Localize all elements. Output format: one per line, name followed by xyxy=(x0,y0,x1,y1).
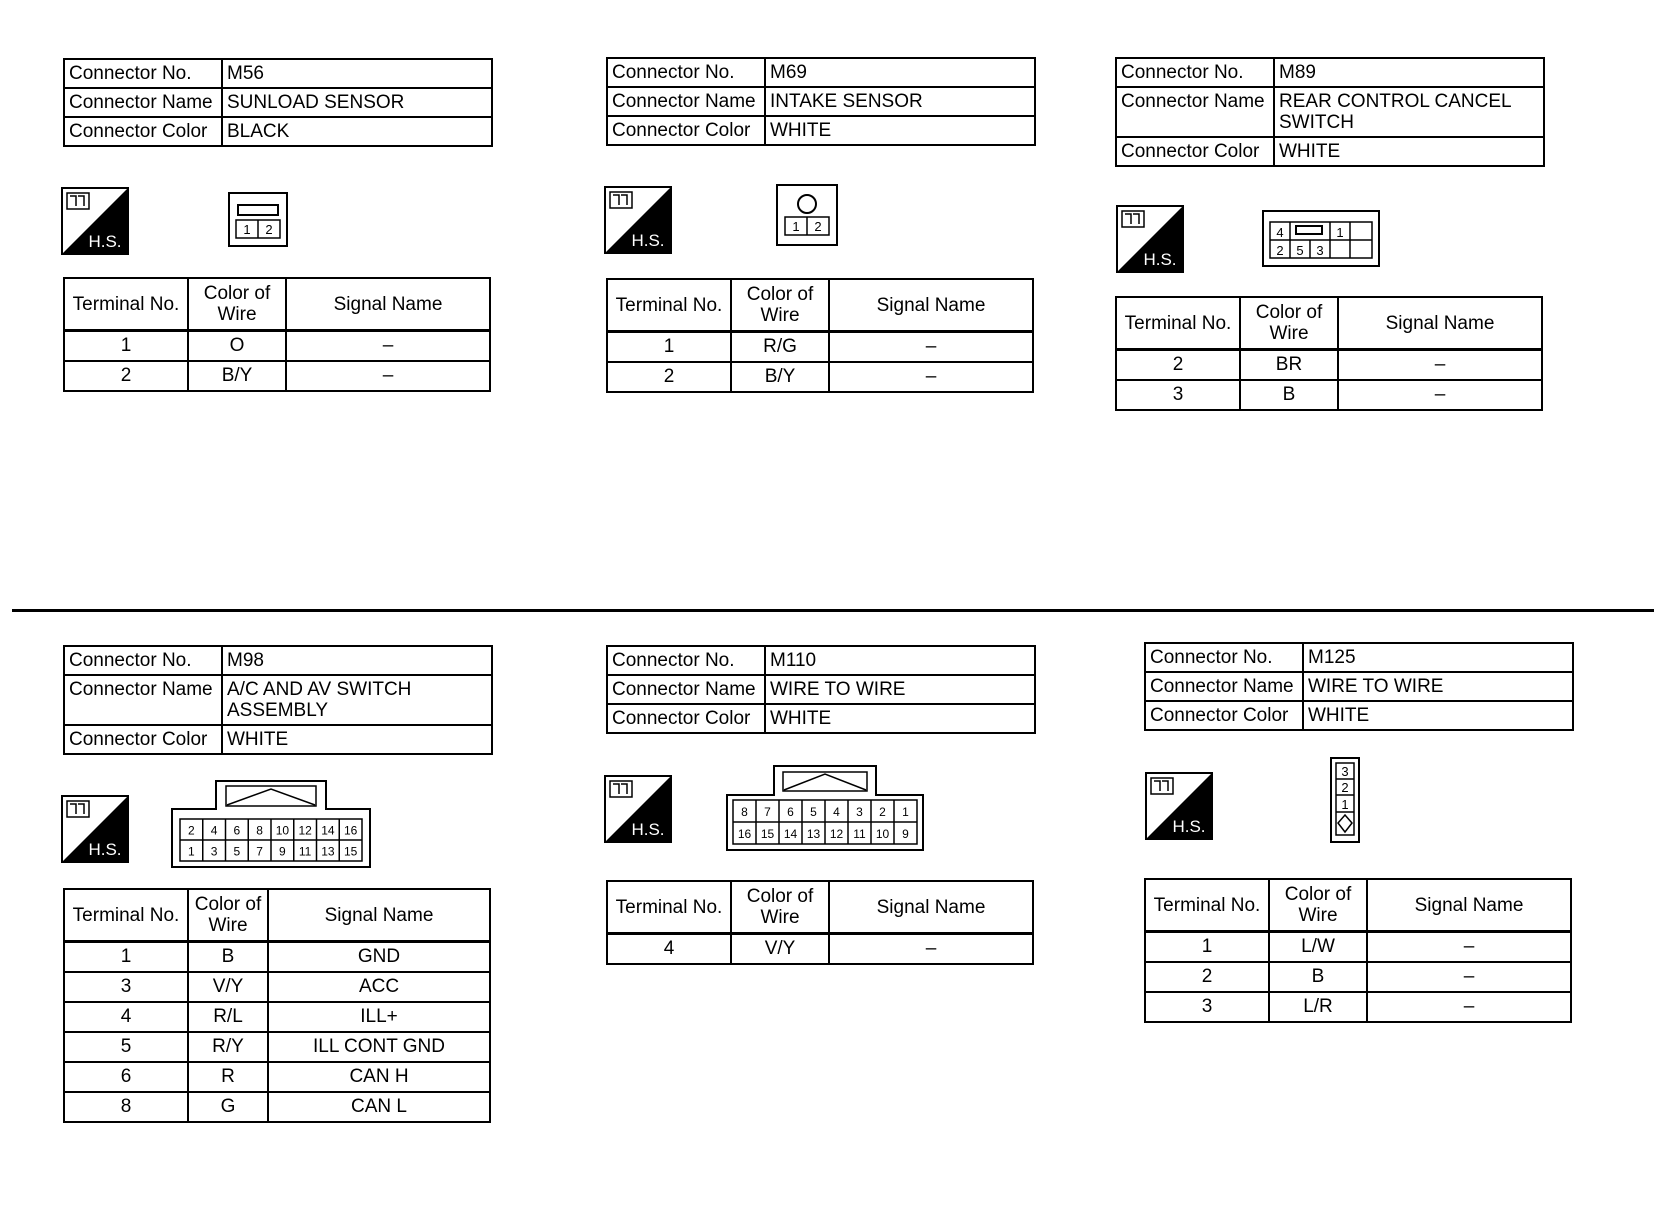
table-row xyxy=(64,1002,490,1032)
header-signal-name: Signal Name xyxy=(829,881,1033,934)
label-connector-name: Connector Name xyxy=(64,88,222,117)
connector-name-value: SUNLOAD SENSOR xyxy=(222,88,492,117)
table-row xyxy=(1145,992,1571,1022)
pin-label: 1 xyxy=(243,222,251,237)
wire-color-cell: G xyxy=(188,1092,268,1122)
label-connector-name: Connector Name xyxy=(1145,672,1303,701)
table-row xyxy=(64,331,490,362)
connector-color-value: BLACK xyxy=(222,117,492,146)
connector-name-value: A/C AND AV SWITCH ASSEMBLY xyxy=(222,675,492,725)
connector-m69-info xyxy=(606,57,1036,146)
signal-cell: CAN H xyxy=(268,1062,490,1092)
connector-name-value: WIRE TO WIRE xyxy=(1303,672,1573,701)
label-connector-no: Connector No. xyxy=(64,59,222,88)
signal-cell: – xyxy=(1367,962,1571,992)
terminal-cell: 2 xyxy=(1116,350,1240,381)
pin-label: 8 xyxy=(741,805,748,819)
pin-label: 2 xyxy=(814,219,822,234)
pin-label: 2 xyxy=(1341,780,1349,795)
pin-label: 7 xyxy=(256,844,263,859)
connector-no-value: M89 xyxy=(1274,58,1544,87)
terminal-table-m69 xyxy=(606,278,1034,393)
terminal-cell: 2 xyxy=(64,361,188,391)
label-connector-name: Connector Name xyxy=(607,675,765,704)
wire-color-cell: R/G xyxy=(731,332,829,363)
connector-no-value: M125 xyxy=(1303,643,1573,672)
connector-face-m56 xyxy=(228,192,288,247)
connector-color-value: WHITE xyxy=(765,704,1035,733)
terminal-cell: 3 xyxy=(1145,992,1269,1022)
header-terminal-no: Terminal No. xyxy=(64,278,188,331)
header-terminal-no: Terminal No. xyxy=(64,889,188,942)
header-color-of-wire: Color of Wire xyxy=(188,278,286,331)
harness-side-icon xyxy=(61,187,129,255)
wire-color-cell: B/Y xyxy=(188,361,286,391)
pin-label: 15 xyxy=(760,827,775,841)
pin-label: 10 xyxy=(875,827,890,841)
signal-cell: ILL CONT GND xyxy=(268,1032,490,1062)
connector-no-value: M110 xyxy=(765,646,1035,675)
pin-label: 2 xyxy=(265,222,273,237)
pin-label: 5 xyxy=(233,844,241,859)
table-row xyxy=(64,361,490,391)
connector-color-value: WHITE xyxy=(1303,701,1573,730)
connector-face-m98 xyxy=(171,780,371,868)
pin-label: 15 xyxy=(343,844,358,859)
connector-name-value: REAR CONTROL CANCEL SWITCH xyxy=(1274,87,1544,137)
pin-label: 1 xyxy=(1336,225,1344,240)
table-row xyxy=(1116,380,1542,410)
pin-label: 9 xyxy=(279,844,286,859)
pin-label: 16 xyxy=(737,827,752,841)
label-connector-no: Connector No. xyxy=(607,58,765,87)
table-row xyxy=(64,1062,490,1092)
header-color-of-wire: Color of Wire xyxy=(731,279,829,332)
connector-m110-info xyxy=(606,645,1036,734)
pin-label: 3 xyxy=(1316,243,1324,258)
pin-label: 1 xyxy=(1341,797,1349,812)
header-terminal-no: Terminal No. xyxy=(607,881,731,934)
connector-color-value: WHITE xyxy=(1274,137,1544,166)
wire-color-cell: L/R xyxy=(1269,992,1367,1022)
connector-name-value: INTAKE SENSOR xyxy=(765,87,1035,116)
signal-cell: – xyxy=(1367,992,1571,1022)
harness-side-icon xyxy=(604,775,672,843)
label-connector-no: Connector No. xyxy=(1145,643,1303,672)
connector-face-m89 xyxy=(1262,210,1380,267)
signal-cell: – xyxy=(286,331,490,362)
wire-color-cell: R xyxy=(188,1062,268,1092)
pin-label: 6 xyxy=(787,805,794,819)
signal-cell: ILL+ xyxy=(268,1002,490,1032)
terminal-cell: 3 xyxy=(64,972,188,1002)
terminal-cell: 1 xyxy=(64,942,188,973)
table-row xyxy=(64,1032,490,1062)
terminal-cell: 2 xyxy=(1145,962,1269,992)
pin-label: 5 xyxy=(810,805,817,819)
terminal-cell: 2 xyxy=(607,362,731,392)
signal-cell: – xyxy=(286,361,490,391)
table-row xyxy=(64,1092,490,1122)
label-connector-color: Connector Color xyxy=(607,116,765,145)
label-connector-color: Connector Color xyxy=(64,725,222,754)
pin-label: 12 xyxy=(298,823,312,838)
pin-label: 6 xyxy=(233,823,241,838)
terminal-table-m110 xyxy=(606,880,1034,965)
pin-label: 4 xyxy=(210,823,218,838)
header-color-of-wire: Color of Wire xyxy=(1240,297,1338,350)
header-signal-name: Signal Name xyxy=(1338,297,1542,350)
terminal-cell: 1 xyxy=(607,332,731,363)
signal-cell: CAN L xyxy=(268,1092,490,1122)
header-color-of-wire: Color of Wire xyxy=(731,881,829,934)
terminal-table-m56 xyxy=(63,277,491,392)
harness-side-icon xyxy=(1145,772,1213,840)
table-row xyxy=(1116,350,1542,381)
connector-color-value: WHITE xyxy=(765,116,1035,145)
label-connector-color: Connector Color xyxy=(607,704,765,733)
signal-cell: GND xyxy=(268,942,490,973)
pin-label: 2 xyxy=(1276,243,1284,258)
terminal-cell: 4 xyxy=(607,934,731,965)
wire-color-cell: B xyxy=(1269,962,1367,992)
pin-label: 11 xyxy=(298,844,312,859)
table-row xyxy=(1145,932,1571,963)
terminal-cell: 3 xyxy=(1116,380,1240,410)
label-connector-no: Connector No. xyxy=(1116,58,1274,87)
pin-label: 2 xyxy=(188,823,195,838)
header-signal-name: Signal Name xyxy=(1367,879,1571,932)
wire-color-cell: B xyxy=(1240,380,1338,410)
label-connector-color: Connector Color xyxy=(1116,137,1274,166)
signal-cell: – xyxy=(1367,932,1571,963)
wire-color-cell: BR xyxy=(1240,350,1338,381)
pin-label: 3 xyxy=(1341,764,1349,779)
signal-cell: – xyxy=(829,934,1033,965)
pin-label: 16 xyxy=(343,823,358,838)
table-row xyxy=(607,934,1033,965)
connector-name-value: WIRE TO WIRE xyxy=(765,675,1035,704)
hs-label: H.S. xyxy=(1172,817,1206,836)
connector-face-m110 xyxy=(726,765,924,851)
signal-cell: – xyxy=(829,362,1033,392)
pin-label: 7 xyxy=(764,805,771,819)
pin-label: 2 xyxy=(879,805,886,819)
connector-no-value: M98 xyxy=(222,646,492,675)
pin-label: 3 xyxy=(856,805,863,819)
connector-m98-info xyxy=(63,645,493,755)
pin-label: 1 xyxy=(902,805,909,819)
wire-color-cell: L/W xyxy=(1269,932,1367,963)
pin-label: 4 xyxy=(1276,225,1284,240)
label-connector-color: Connector Color xyxy=(64,117,222,146)
table-row xyxy=(607,332,1033,363)
pin-label: 9 xyxy=(902,827,909,841)
pin-label: 3 xyxy=(210,844,218,859)
terminal-table-m125 xyxy=(1144,878,1572,1023)
terminal-cell: 6 xyxy=(64,1062,188,1092)
table-row xyxy=(64,942,490,973)
terminal-cell: 1 xyxy=(1145,932,1269,963)
connector-no-value: M69 xyxy=(765,58,1035,87)
header-signal-name: Signal Name xyxy=(829,279,1033,332)
pin-label: 13 xyxy=(321,844,335,859)
wire-color-cell: R/Y xyxy=(188,1032,268,1062)
hs-label: H.S. xyxy=(631,820,665,839)
signal-cell: ACC xyxy=(268,972,490,1002)
hs-label: H.S. xyxy=(88,840,122,859)
connector-m125-info xyxy=(1144,642,1574,731)
wire-color-cell: R/L xyxy=(188,1002,268,1032)
wire-color-cell: V/Y xyxy=(188,972,268,1002)
pin-label: 12 xyxy=(829,827,844,841)
label-connector-no: Connector No. xyxy=(64,646,222,675)
hs-label: H.S. xyxy=(631,231,665,250)
section-divider xyxy=(12,609,1654,612)
pin-label: 1 xyxy=(188,844,195,859)
header-terminal-no: Terminal No. xyxy=(1145,879,1269,932)
connector-face-m125 xyxy=(1330,757,1360,843)
wire-color-cell: B/Y xyxy=(731,362,829,392)
terminal-cell: 5 xyxy=(64,1032,188,1062)
label-connector-no: Connector No. xyxy=(607,646,765,675)
terminal-table-m98 xyxy=(63,888,491,1123)
connector-color-value: WHITE xyxy=(222,725,492,754)
harness-side-icon xyxy=(1116,205,1184,273)
label-connector-name: Connector Name xyxy=(607,87,765,116)
header-color-of-wire: Color of Wire xyxy=(188,889,268,942)
header-signal-name: Signal Name xyxy=(286,278,490,331)
pin-label: 5 xyxy=(1296,243,1304,258)
wire-color-cell: V/Y xyxy=(731,934,829,965)
terminal-cell: 8 xyxy=(64,1092,188,1122)
table-row xyxy=(64,972,490,1002)
header-terminal-no: Terminal No. xyxy=(607,279,731,332)
connector-no-value: M56 xyxy=(222,59,492,88)
header-signal-name: Signal Name xyxy=(268,889,490,942)
pin-label: 11 xyxy=(853,827,866,841)
pin-label: 14 xyxy=(783,827,798,841)
wire-color-cell: B xyxy=(188,942,268,973)
header-terminal-no: Terminal No. xyxy=(1116,297,1240,350)
pin-label: 13 xyxy=(806,827,821,841)
connector-m89-info xyxy=(1115,57,1545,167)
pin-label: 1 xyxy=(792,219,800,234)
connector-face-m69 xyxy=(776,184,838,246)
signal-cell: – xyxy=(829,332,1033,363)
label-connector-name: Connector Name xyxy=(64,675,222,725)
signal-cell: – xyxy=(1338,380,1542,410)
label-connector-color: Connector Color xyxy=(1145,701,1303,730)
connector-m56-info xyxy=(63,58,493,147)
pin-label: 14 xyxy=(321,823,335,838)
signal-cell: – xyxy=(1338,350,1542,381)
pin-label: 10 xyxy=(275,823,290,838)
harness-side-icon xyxy=(604,186,672,254)
label-connector-name: Connector Name xyxy=(1116,87,1274,137)
hs-label: H.S. xyxy=(1143,250,1177,269)
terminal-table-m89 xyxy=(1115,296,1543,411)
harness-side-icon xyxy=(61,795,129,863)
table-row xyxy=(1145,962,1571,992)
table-row xyxy=(607,362,1033,392)
terminal-cell: 1 xyxy=(64,331,188,362)
header-color-of-wire: Color of Wire xyxy=(1269,879,1367,932)
terminal-cell: 4 xyxy=(64,1002,188,1032)
pin-label: 4 xyxy=(833,805,840,819)
hs-label: H.S. xyxy=(88,232,122,251)
wire-color-cell: O xyxy=(188,331,286,362)
pin-label: 8 xyxy=(256,823,263,838)
